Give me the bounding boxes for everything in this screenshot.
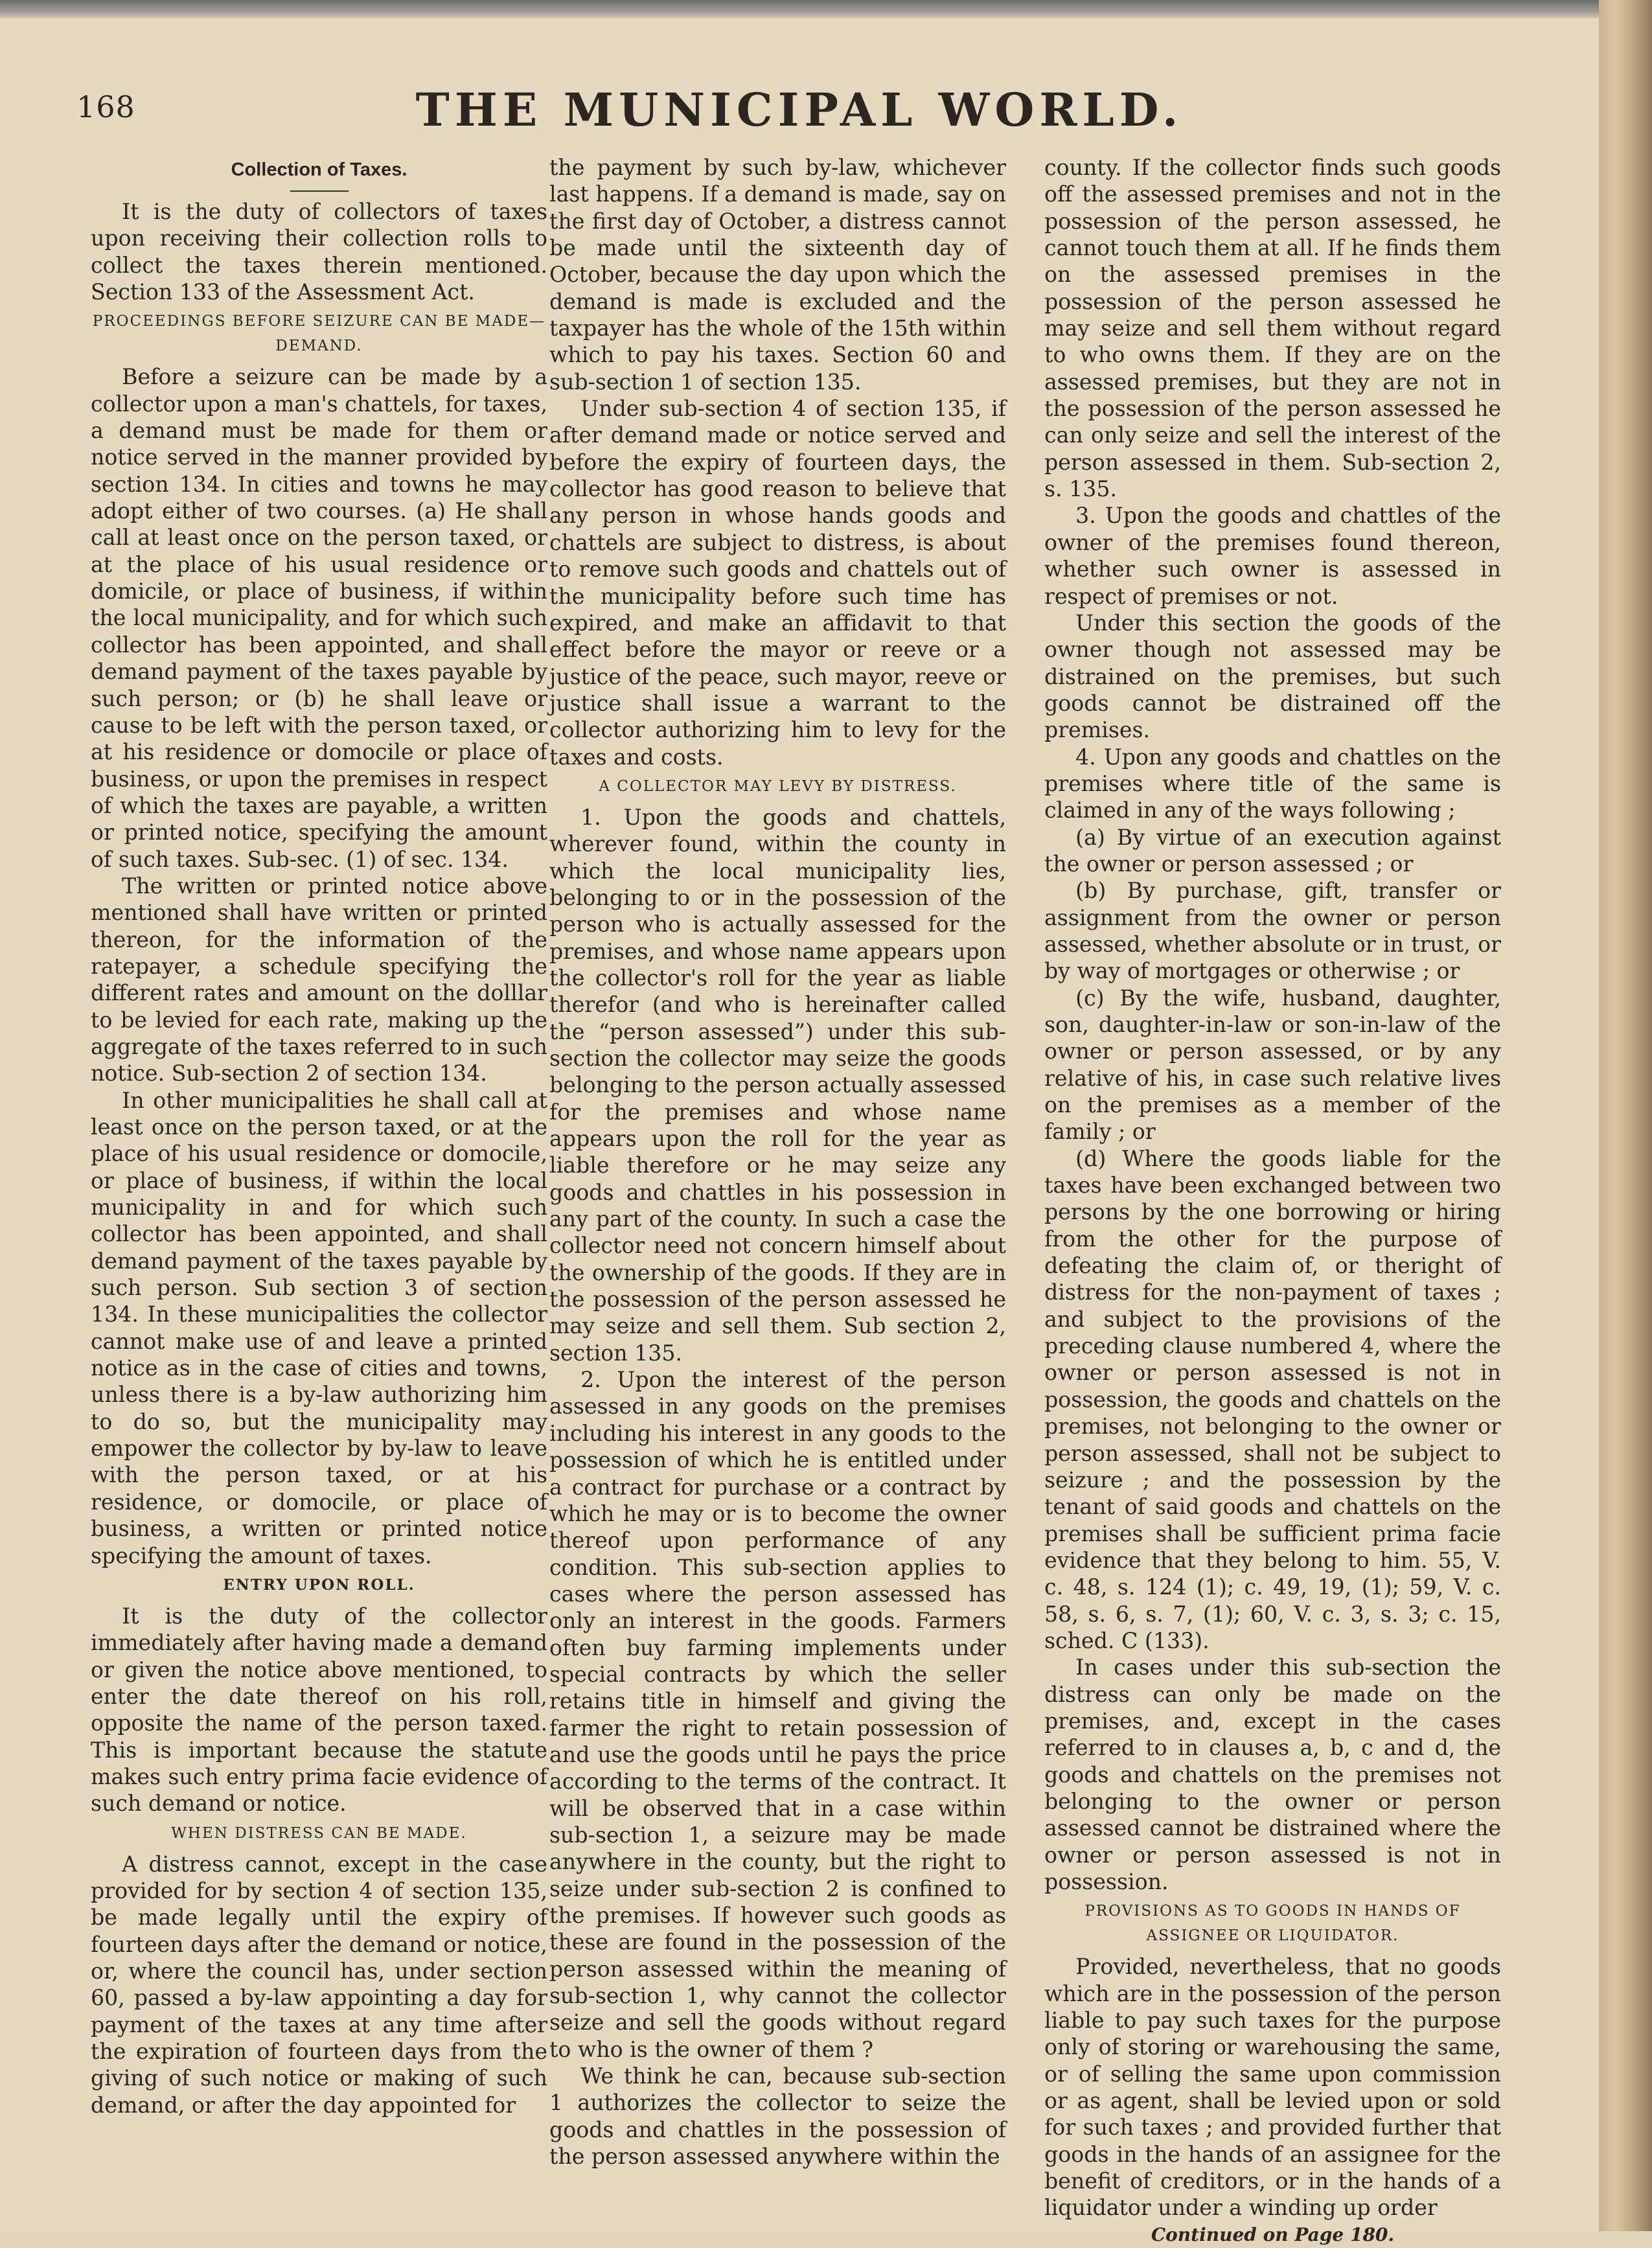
paragraph: county. If the collector finds such goods off the assessed premises and not in the possession of the person assessed, he cannot touch them at all. If he finds them on the assessed premises in the possession of the person assessed he may seize and sell them without regard to who owns them. If they are on the assessed premises, but they are not in the possession of the person assessed he can only seize and sell the interest of the person assessed in them. Sub-section 2, s. 135.	[1044, 155, 1501, 502]
paragraph: 2. Upon the interest of the person assessed in any goods on the premises including his interest in any goods to the possession of which he is entitled under a contract for purchase or a contract by which he may or is to become the owner thereof upon performance of any condition. This sub-section applies to cases where the person assessed has only an interest in the goods. Farmers often buy farming implements under special contracts by which the seller retains title in himself and giving the farmer the right to retain possession of and use the goods until he pays the price according to the terms of the contract. It will be observed that in a case within sub-section 1, a seizure may be made anywhere in the county, but the right to seize under sub-section 2 is confined to the premises. If however such goods as these are found in the possession of the person assessed within the meaning of sub-section 1, why cannot the collector seize and sell the goods without regard to who is the owner of them ?	[549, 1367, 1006, 2062]
paragraph: In other municipalities he shall call at least once on the person taxed, or at the place of his usual residence or domocile, or place of business, if within the local municipality in and for which such collector has been appointed, and shall demand payment of the taxes payable by such person. Sub section 3 of section 134. In these municipalities the collector cannot make use of and leave a printed notice as in the case of cities and towns, unless there is a by-law authorizing him to do so, but the municipality may empower the collector by by-law to leave with the person taxed, or at his residence, or domocile, or place of business, a written or printed notice specifying the amount of taxes.	[91, 1087, 547, 1568]
paragraph: the payment by such by-law, whichever last happens. If a demand is made, say on the first day of October, a distress cannot be made until the sixteenth day of October, because the day upon which the demand is made is excluded and the taxpayer has the whole of the 15th within which to pay his taxes. Section 60 and sub-section 1 of section 135.	[549, 155, 1006, 395]
column-3	[1044, 154, 1501, 2245]
paragraph: 1. Upon the goods and chattels, wherever found, within the county in which the local municipality lies, belonging to or in the possession of the person who is actually assessed for the premises, and whose name appears upon the collector's roll for the year as liable therefor (and who is hereinafter called the “person assessed”) under this sub-section the collector may seize the goods belonging to the person actually assessed for the premises and whose name appears upon the roll for the year as liable therefore or he may seize any goods and chattles in his possession in any part of the county. In such a case the collector need not concern himself about the ownership of the goods. If they are in the possession of the person assessed he may seize and sell them. Sub section 2, section 135.	[549, 804, 1006, 1366]
title-rule	[290, 190, 349, 192]
column-2	[549, 154, 1006, 2170]
paragraph: Under sub-section 4 of section 135, if after demand made or notice served and before the expiry of fourteen days, the collector has good reason to believe that any person in whose hands goods and chattels are subject to distress, is about to remove such goods and chattels out of the municipality before such time has expired, and make an affidavit to that effect before the mayor or reeve or a justice of the peace, such mayor, reeve or justice shall issue a warrant to the collector authorizing him to levy for the taxes and costs.	[549, 396, 1006, 770]
paragraph: A distress cannot, except in the case provided for by section 4 of section 135, be made legally until the expiry of fourteen days after the demand or notice, or, where the council has, under section 60, passed a by-law appointing a day for payment of the taxes at any time after the expiration of fourteen days from the giving of such notice or making of such demand, or after the day appointed for	[91, 1851, 547, 2118]
running-title: THE MUNICIPAL WORLD.	[415, 83, 1184, 137]
page-top-edge	[0, 0, 1652, 18]
paragraph: (d) Where the goods liable for the taxes have been exchanged between two persons by the one borrowing or hiring from the other for the purpose of defeating the claim of, or theright of distress for the non-payment of taxes ; and subject to the provisions of the preceding clause numbered 4, where the owner or person assessed is not in possession, the goods and chattels on the premises, not belonging to the owner or person assessed, shall not be subject to seizure ; and the possession by the tenant of said goods and chattels on the premises shall be sufficient prima facie evidence that they belong to him. 55, V. c. 48, s. 124 (1); c. 49, 19, (1); 59, V. c. 58, s. 6, s. 7, (1); 60, V. c. 3, s. 3; c. 15, sched. C (133).	[1044, 1145, 1501, 1653]
continued-note: Continued on Page 180.	[1151, 2223, 1395, 2245]
section-heading: PROCEEDINGS BEFORE SEIZURE CAN BE MADE—DEMAND.	[92, 313, 546, 355]
section-heading: ENTRY UPON ROLL.	[223, 1576, 415, 1594]
section-heading: PROVISIONS AS TO GOODS IN HANDS OF ASSIGNEE OR LIQUIDATOR.	[1084, 1903, 1461, 1945]
paragraph: Provided, nevertheless, that no goods which are in the possession of the person liable to pay such taxes for the purpose only of storing or warehousing the same, or of selling the same upon commission or as agent, shall be levied upon or sold for such taxes ; and provided further that goods in the hands of an assignee for the benefit of creditors, or in the hands of a liquidator under a winding up order	[1044, 1954, 1501, 2221]
paragraph: The written or printed notice above mentioned shall have written or printed thereon, for the information of the ratepayer, a schedule specifying the different rates and amount on the dolllar to be levied for each rate, making up the aggregate of the taxes referred to in such notice. Sub-section 2 of section 134.	[91, 873, 547, 1086]
paragraph: It is the duty of the collector immediately after having made a demand or given the notice above mentioned, to enter the date thereof on his roll, opposite the name of the person taxed. This is important because the statute makes such entry prima facie evidence of such demand or notice.	[91, 1603, 547, 1817]
paragraph: (a) By virtue of an execution against the owner or person assessed ; or	[1044, 824, 1501, 877]
section-heading: WHEN DISTRESS CAN BE MADE.	[171, 1824, 467, 1842]
paragraph: We think he can, because sub-section 1 authorizes the collector to seize the goods and chattles in the possession of the person assessed anywhere within the	[549, 2063, 1006, 2170]
paragraph: Before a seizure can be made by a collector upon a man's chattels, for taxes, a demand must be made for them or notice served in the manner provided by section 134. In cities and towns he may adopt either of two courses. (a) He shall call at least once on the person taxed, or at the place of his usual residence or domicile, or place of business, if within the local municipality, and for which such collector has been appointed, and shall demand payment of the taxes payable by such person; or (b) he shall leave or cause to be left with the person taxed, or at his residence or domocile or place of business, or upon the premises in respect of which the taxes are payable, a written or printed notice, specifying the amount of such taxes. Sub-sec. (1) of sec. 134.	[91, 364, 547, 872]
page-number: 168	[76, 89, 135, 124]
book-spine	[1599, 0, 1652, 2231]
paragraph: (b) By purchase, gift, transfer or assignment from the owner or person assessed, whether absolute or in trust, or by way of mortgages or otherwise ; or	[1044, 878, 1501, 984]
paragraph: 3. Upon the goods and chattles of the owner of the premises found thereon, whether such owner is assessed in respect of premises or not.	[1044, 503, 1501, 609]
paragraph: Under this section the goods of the owner though not assessed may be distrained on the premises, but such goods cannot be distrained off the premises.	[1044, 610, 1501, 743]
paragraph: It is the duty of collectors of taxes upon receiving their collection rolls to collect the taxes therein mentioned. Section 133 of the Assessment Act.	[91, 199, 547, 305]
paragraph: In cases under this sub-section the distress can only be made on the premises, and, except in the cases referred to in clauses a, b, c and d, the goods and chattels on the premises not belonging to the owner or person assessed cannot be distrained where the owner or person assessed is not in possession.	[1044, 1655, 1501, 1894]
column-1	[91, 154, 547, 2124]
article-title: Collection of Taxes.	[231, 159, 407, 180]
paragraph: (c) By the wife, husband, daughter, son, daughter-in-law or son-in-law of the owner or person assessed, or by any relative of his, in case such relative lives on the premises as a member of the family ; or	[1044, 985, 1501, 1145]
paragraph: 4. Upon any goods and chattles on the premises where title of the same is claimed in any of the ways following ;	[1044, 744, 1501, 823]
section-heading: A COLLECTOR MAY LEVY BY DISTRESS.	[599, 777, 957, 795]
